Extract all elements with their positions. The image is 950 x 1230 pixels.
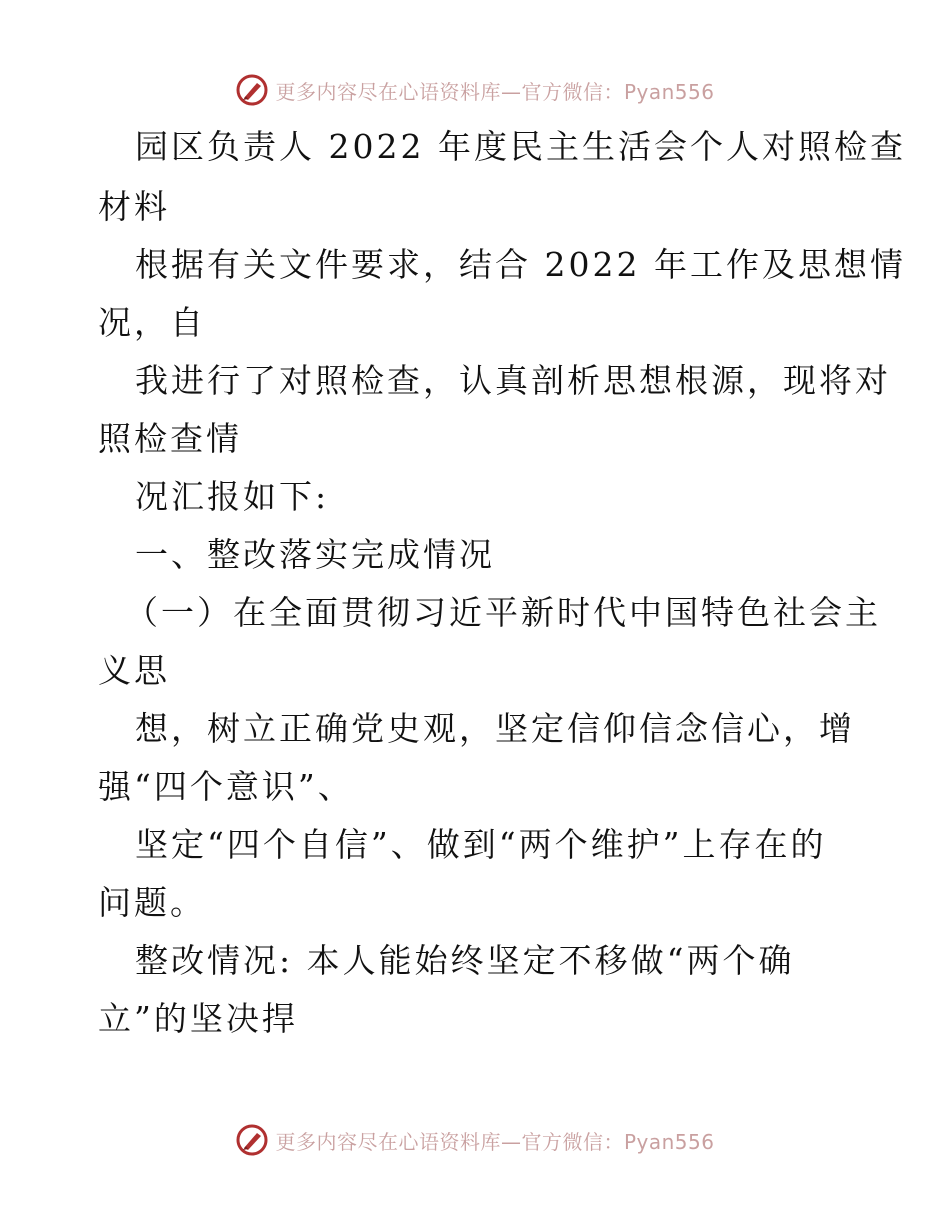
section-heading: 一、整改落实完成情况: [135, 535, 495, 574]
header-banner-text: 更多内容尽在心语资料库—官方微信：Pyan556: [275, 79, 715, 104]
paragraph-line: 立”的坚决捍: [98, 999, 298, 1038]
doc-title-line-1: 园区负责人 2022 年度民主生活会个人对照检查: [135, 127, 906, 166]
paragraph-line: 想，树立正确党史观，坚定信仰信念信心，增: [135, 709, 855, 748]
footer-banner: [0, 1120, 950, 1160]
doc-title-line-2: 材料: [98, 187, 170, 226]
paragraph-line: 坚定“四个自信”、做到“两个维护”上存在的: [135, 825, 827, 864]
pen-logo-icon: [235, 73, 269, 107]
paragraph-line: 义思: [98, 651, 170, 690]
paragraph-line: 问题。: [98, 883, 206, 922]
footer-banner-text: 更多内容尽在心语资料库—官方微信：Pyan556: [275, 1129, 715, 1154]
paragraph-line: 况，自: [98, 303, 206, 342]
paragraph-line: 整改情况: 本人能始终坚定不移做“两个确: [135, 941, 795, 980]
header-banner: [0, 70, 950, 110]
paragraph-line: 况汇报如下:: [135, 477, 330, 516]
pen-logo-icon: [235, 1123, 269, 1157]
paragraph-line: 强“四个意识”、: [98, 767, 354, 806]
paragraph-line: 我进行了对照检查，认真剖析思想根源，现将对: [135, 361, 891, 400]
paragraph-line: 根据有关文件要求，结合 2022 年工作及思想情: [135, 245, 906, 284]
paragraph-line: 照检查情: [98, 419, 242, 458]
subsection-heading: （一）在全面贯彻习近平新时代中国特色社会主: [125, 593, 881, 632]
